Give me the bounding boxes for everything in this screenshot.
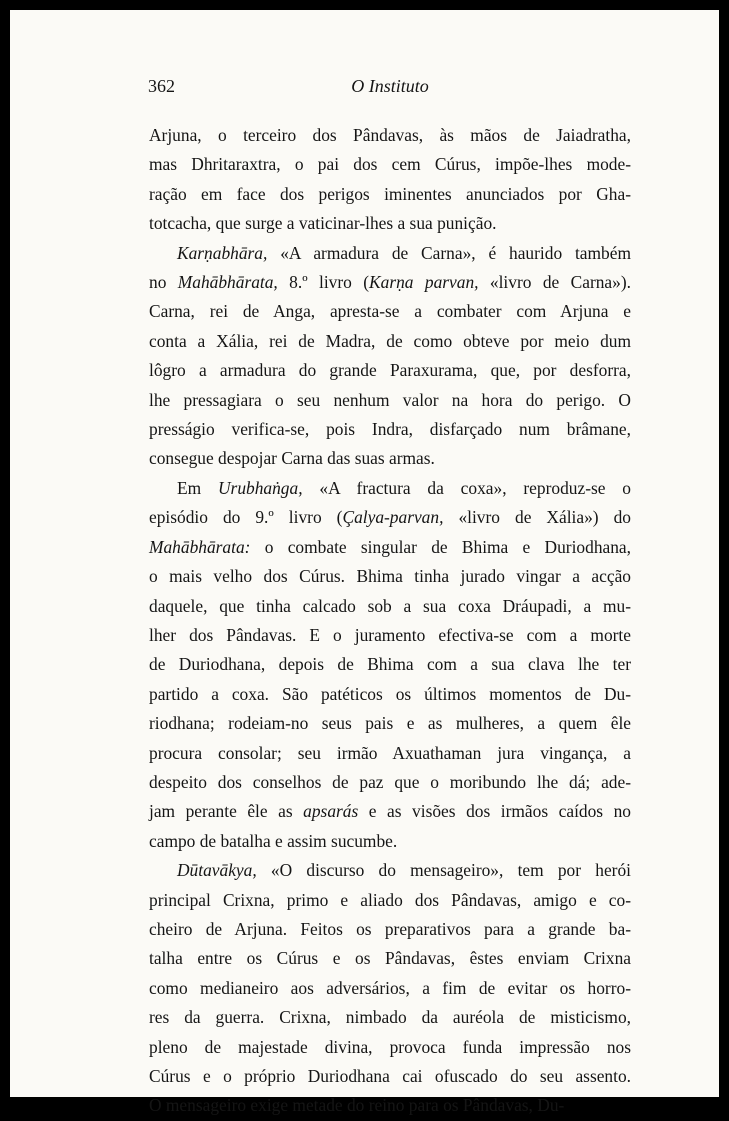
italic-text: Mahābhārata: [149, 536, 251, 557]
text-line [149, 239, 631, 268]
text-line [149, 150, 631, 179]
page-header [148, 76, 632, 100]
text-run: «livro de Carna»). [478, 272, 631, 293]
text-run: O mensageiro exige metade do reino para os Pândavas, Du- [149, 1095, 565, 1116]
text-run: conta a Xália, rei de Madra, de como obteve por meio dum [149, 330, 631, 351]
italic-text: Urubhaṅga, [218, 477, 303, 498]
text-line [149, 180, 631, 209]
page-number: 362 [148, 76, 175, 96]
text-run: jam perante êle as [149, 801, 304, 822]
text-run: talha entre os Cúrus e os Pândavas, êstes enviam Crixna [149, 948, 631, 969]
italic-text: apsarás [303, 801, 359, 822]
text-line [149, 533, 631, 562]
text-line [149, 856, 631, 885]
text-run: episódio do 9.º livro ( [149, 507, 343, 528]
text-run: pleno de majestade divina, provoca funda impressão nos [149, 1036, 631, 1057]
text-run: de Duriodhana, depois de Bhima com a sua clava lhe ter [149, 654, 631, 675]
text-run: procura consolar; seu irmão Axuathaman jura vingança, a [149, 742, 631, 763]
text-run: partido a coxa. São patéticos os últimos momentos de Du- [149, 683, 631, 704]
text-line [149, 1003, 631, 1032]
text-run: o combate singular de Bhima e Duriodhana, [250, 536, 631, 557]
text-run: «A armadura de Carna», é haurido também [267, 242, 631, 263]
text-run: no [149, 272, 178, 293]
body-text [149, 121, 631, 1121]
text-run: o mais velho dos Cúrus. Bhima tinha jurado vingar a acção [149, 566, 631, 587]
text-run: Carna, rei de Anga, apresta-se a combater com Arjuna e [149, 301, 631, 322]
text-run: riodhana; rodeiam-no seus pais e as mulheres, a quem êle [149, 713, 631, 734]
paragraph [149, 856, 631, 1121]
text-line [149, 297, 631, 326]
text-line [149, 562, 631, 591]
paragraph [149, 121, 631, 239]
italic-text: Karṇa parvan, [369, 272, 479, 293]
paragraph [149, 239, 631, 474]
text-run: daquele, que tinha calcado sob a sua coxa Dráupadi, a mu- [149, 595, 631, 616]
text-run: lher dos Pândavas. E o juramento efectiva-se com a morte [149, 624, 631, 645]
text-line [149, 503, 631, 532]
book-page [10, 10, 719, 1116]
text-line [149, 356, 631, 385]
text-run: 8.º livro ( [277, 272, 370, 293]
text-line [149, 327, 631, 356]
text-line [149, 827, 631, 856]
text-run: principal Crixna, primo e aliado dos Pândavas, amigo e co- [149, 889, 631, 910]
text-run: mas Dhritaraxtra, o pai dos cem Cúrus, impõe-lhes mode- [149, 154, 631, 175]
text-run: despeito dos conselhos de paz que o moribundo lhe dá; ade- [149, 771, 631, 792]
text-line [149, 1033, 631, 1062]
text-run: «livro de Xália») do [443, 507, 631, 528]
text-run: campo de batalha e assim sucumbe. [149, 830, 398, 851]
text-line [149, 268, 631, 297]
text-run: «A fractura da coxa», reproduz-se o [302, 477, 632, 498]
text-line [149, 709, 631, 738]
text-run: ração em face dos perigos iminentes anunciados por Gha- [149, 183, 631, 204]
text-run: Arjuna, o terceiro dos Pândavas, às mãos de Jaiadratha, [149, 125, 631, 145]
italic-text: Karṇabhāra, [177, 242, 268, 263]
text-line [149, 768, 631, 797]
text-run: Em [177, 477, 218, 498]
text-line [149, 1091, 631, 1120]
text-line [149, 1062, 631, 1091]
text-line [149, 915, 631, 944]
text-line [149, 415, 631, 444]
text-line [149, 797, 631, 826]
text-run: lôgro a armadura do grande Paraxurama, que, por desforra, [149, 360, 631, 381]
text-run: cheiro de Arjuna. Feitos os preparativos para a grande ba- [149, 918, 631, 939]
italic-text: Mahābhārata, [177, 272, 278, 293]
text-line [149, 974, 631, 1003]
text-line [149, 121, 631, 150]
text-run: e as visões dos irmãos caídos no [358, 801, 631, 822]
text-run: presságio verifica-se, pois Indra, disfarçado num brâmane, [149, 419, 631, 440]
text-run: totcacha, que surge a vaticinar-lhes a sua punição. [149, 213, 497, 234]
text-line [149, 944, 631, 973]
text-line [149, 474, 631, 503]
italic-text: Çalya-parvan, [342, 507, 444, 528]
text-run: res da guerra. Crixna, nimbado da auréola de misticismo, [149, 1007, 631, 1028]
text-line [149, 209, 631, 238]
text-line [149, 621, 631, 650]
text-line [149, 650, 631, 679]
text-line [149, 386, 631, 415]
text-run: «O discurso do mensageiro», tem por herói [256, 860, 631, 881]
text-run: Cúrus e o próprio Duriodhana cai ofuscado do seu assento. [149, 1066, 631, 1086]
running-title: O Instituto [351, 76, 429, 96]
text-line [149, 886, 631, 915]
text-run: consegue despojar Carna das suas armas. [149, 448, 435, 469]
text-line [149, 680, 631, 709]
text-line [149, 444, 631, 473]
text-run: como medianeiro aos adversários, a fim de evitar os horro- [149, 977, 631, 998]
text-run: lhe pressagiara o seu nenhum valor na hora do perigo. O [149, 389, 631, 410]
text-line [149, 739, 631, 768]
text-line [149, 592, 631, 621]
paragraph [149, 474, 631, 856]
italic-text: Dūtavākya, [177, 860, 257, 881]
